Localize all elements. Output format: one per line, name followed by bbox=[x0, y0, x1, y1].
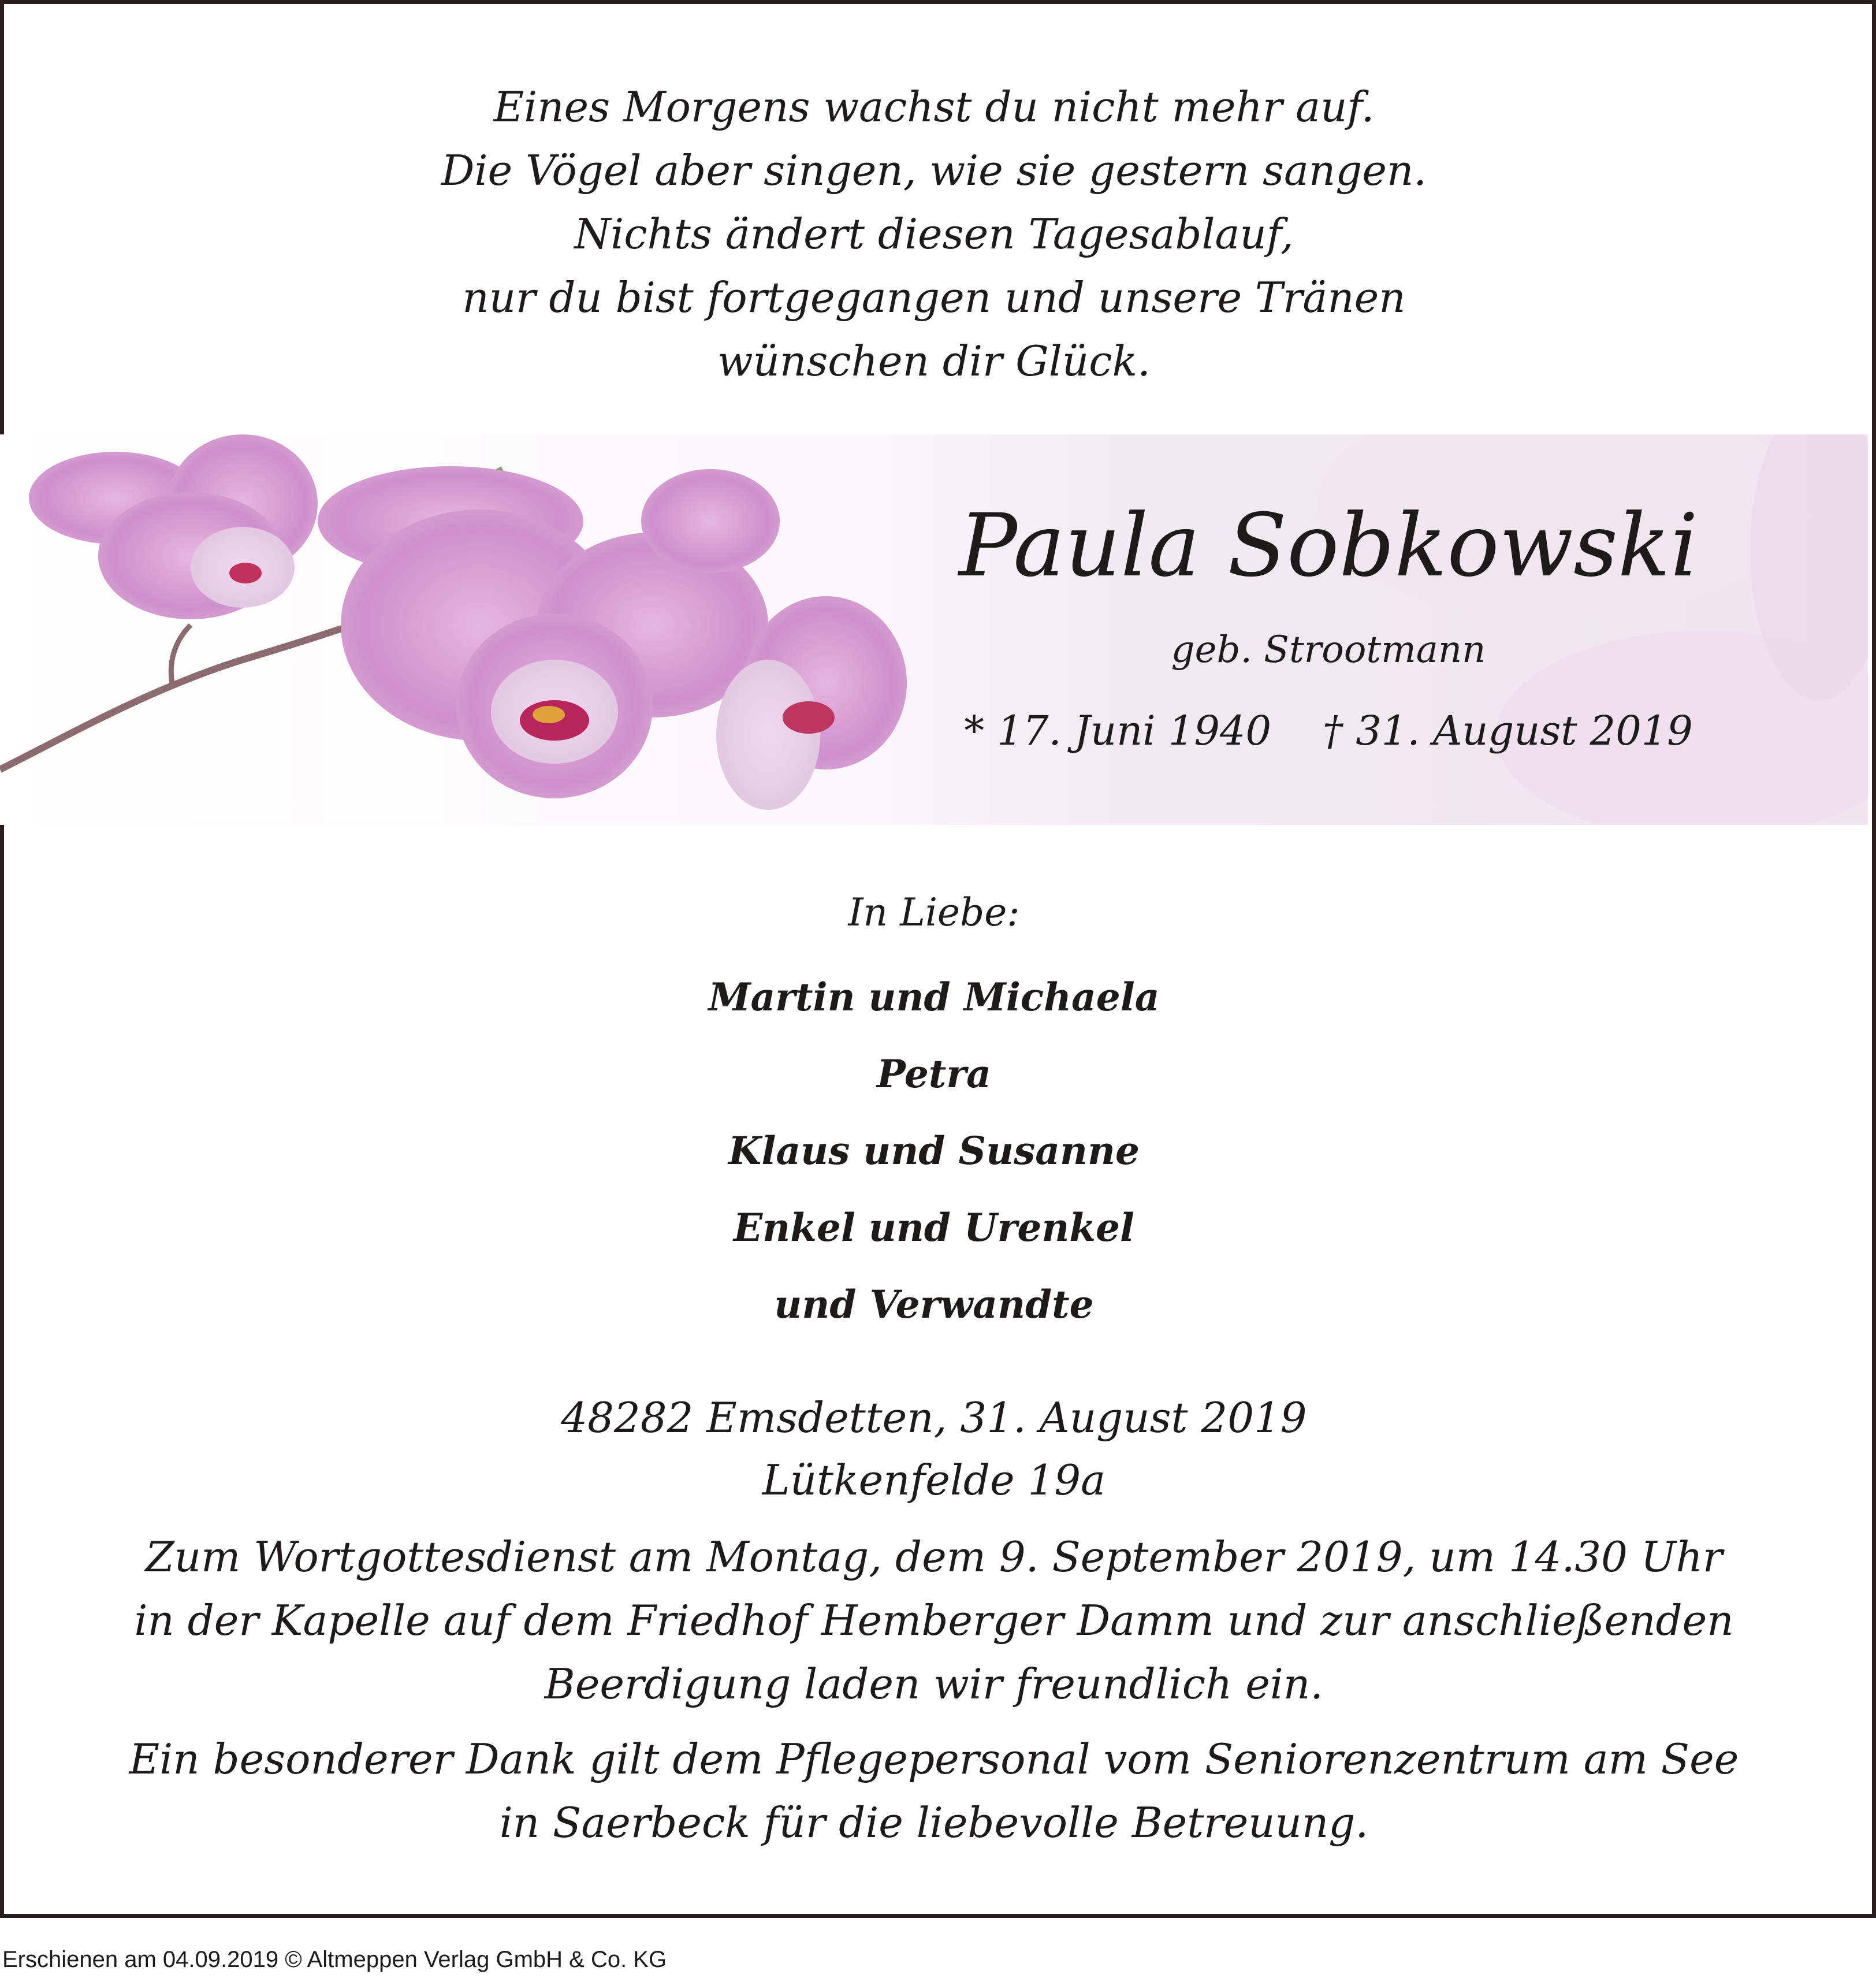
place-date: 48282 Emsdetten, 31. August 2019 bbox=[561, 1393, 1307, 1442]
poem-line: Die Vögel aber singen, wie sie gestern sangen. bbox=[441, 146, 1427, 195]
mourner: Klaus und Susanne bbox=[728, 1128, 1140, 1173]
service-notice bbox=[0, 1525, 1868, 1716]
life-dates bbox=[838, 702, 1819, 760]
deceased-name: Paula Sobkowski bbox=[959, 496, 1698, 596]
thanks-notice bbox=[0, 1727, 1868, 1854]
mourners-list bbox=[0, 959, 1868, 1343]
in-love-label: In Liebe: bbox=[848, 890, 1020, 935]
death-date: † 31. August 2019 bbox=[1323, 707, 1693, 754]
poem-line: nur du bist fortgegangen und unsere Tränen bbox=[462, 273, 1406, 322]
thanks-line: in Saerbeck für die liebevolle Betreuung. bbox=[499, 1798, 1369, 1847]
address: Lütkenfelde 19a bbox=[762, 1456, 1106, 1504]
thanks-line: Ein besonderer Dank gilt dem Pflegepersonal vom Seniorenzentrum am See bbox=[129, 1735, 1739, 1783]
place-and-address bbox=[0, 1386, 1868, 1511]
service-line: Zum Wortgottesdienst am Montag, dem 9. September 2019, um 14.30 Uhr bbox=[145, 1533, 1723, 1581]
birth-date: * 17. Juni 1940 bbox=[964, 707, 1271, 754]
mourner: Petra bbox=[877, 1051, 991, 1096]
poem-line: wünschen dir Glück. bbox=[717, 337, 1151, 385]
poem-line: Nichts ändert diesen Tagesablauf, bbox=[574, 210, 1294, 258]
mourner: Enkel und Urenkel bbox=[733, 1205, 1135, 1250]
service-line: in der Kapelle auf dem Friedhof Hemberger Damm und zur anschließenden bbox=[134, 1596, 1734, 1645]
poem-line: Eines Morgens wachst du nicht mehr auf. bbox=[493, 83, 1375, 131]
maiden-name: geb. Strootmann bbox=[1171, 629, 1486, 671]
service-line: Beerdigung laden wir freundlich ein. bbox=[544, 1660, 1324, 1708]
mourner: Martin und Michaela bbox=[708, 975, 1160, 1020]
mourner: und Verwandte bbox=[774, 1282, 1094, 1327]
publication-footer: Erschienen am 04.09.2019 © Altmeppen Verlag GmbH & Co. KG bbox=[2, 1947, 667, 1972]
poem bbox=[0, 75, 1868, 393]
